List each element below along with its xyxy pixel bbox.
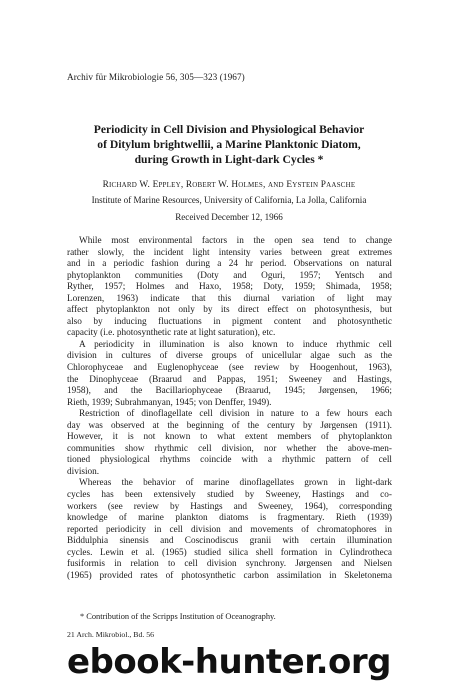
body-line: 1958), and the Bacillariophyceae (Braarud, 1945; Jørgensen, 1966; — [67, 386, 392, 397]
journal-reference: Archiv für Mikrobiologie 56, 305—323 (1967) — [67, 72, 245, 82]
body-line: cycles. Lewin et al. (1965) studied silica shell formation in Cylindrotheca — [67, 547, 392, 558]
body-line: workers (see review by Hastings and Sweeney, 1964), corresponding — [67, 501, 392, 512]
body-line: and in a periodic fashion during a 24 hr period. Observations on natural — [67, 259, 392, 270]
body-line: communities show rhythmic cell division, nor whether the above-men- — [67, 443, 392, 454]
body-line: division in cultures of diverse groups of unicellular algae such as the — [67, 351, 392, 362]
body-line: However, it is not known to what extent members of phytoplankton — [67, 432, 392, 443]
body-line: division. — [67, 466, 100, 477]
title-line: during Growth in Light-dark Cycles * — [134, 153, 324, 166]
body-line: knowledge of marine plankton diatoms is fragmentary. Rieth (1939) — [67, 513, 392, 524]
body-line: affect phytoplankton not only by its direct effect on photosynthesis, but — [67, 305, 392, 316]
body-line: day was observed at the beginning of the century by Jørgensen (1911). — [67, 420, 392, 431]
footnote: * Contribution of the Scripps Institution of Oceanography. — [80, 612, 276, 621]
body-line: Lorenzen, 1963) indicate that this diurnal variation of light may — [67, 293, 392, 304]
watermark-text: ebook-hunter.org — [66, 642, 392, 682]
body-line: cycles has been extensively studied by Sweeney, Hastings and co- — [67, 490, 392, 501]
body-line: Biddulphia sinensis and Coscinodiscus granii with certain illumination — [67, 536, 392, 547]
body-line: (1965) provided rates of photosynthetic carbon assimilation in Skeletonema — [67, 570, 392, 581]
author-list: Richard W. Eppley, Robert W. Holmes, and Eystein Paasche — [102, 180, 356, 190]
body-line: Rieth, 1939; Subrahmanyan, 1945; von Denffer, 1949). — [67, 397, 272, 408]
received-date: Received December 12, 1966 — [175, 212, 283, 222]
body-line: tioned physiological rhythms coincide with a rhythmic pattern of cell — [67, 455, 392, 466]
body-line: reported periodicity in cell division and movements of chromatophores in — [67, 524, 392, 535]
body-line: Chlorophyceae and Euglenophyceae (see review by Hoogenhout, 1963), — [67, 363, 392, 374]
body-line: While most environmental factors in the open sea tend to change — [79, 236, 392, 246]
title-line: Periodicity in Cell Division and Physiological Behavior — [93, 123, 365, 136]
body-line: phytoplankton communities (Doty and Oguri, 1957; Yentsch and — [67, 270, 392, 281]
body-line: Restriction of dinoflagellate cell division in nature to a few hours each — [79, 409, 392, 420]
body-line: the Dinophyceae (Braarud and Pappas, 1951; Sweeney and Hastings, — [67, 374, 392, 385]
body-line: rather slowly, the incident light intensity varies between great extremes — [67, 247, 392, 258]
body-line: Whereas the behavior of marine dinoflagellates grown in light-dark — [79, 478, 392, 489]
body-line: capacity (i.e. photosynthetic rate at light saturation), etc. — [67, 328, 276, 339]
body-line: Ryther, 1957; Holmes and Haxo, 1958; Doty, 1959; Shimada, 1958; — [67, 282, 392, 293]
page-footer: 21 Arch. Mikrobiol., Bd. 56 — [67, 630, 155, 639]
title-line: of Ditylum brightwellii, a Marine Planktonic Diatom, — [97, 138, 361, 151]
article-title — [40, 122, 418, 167]
article-body — [67, 236, 392, 582]
body-line: also by inducing fluctuations in pigment content and photosynthetic — [67, 316, 392, 327]
body-line: A periodicity in illumination is also known to induce rhythmic cell — [79, 339, 392, 350]
author-affiliation: Institute of Marine Resources, University of California, La Jolla, California — [91, 195, 367, 205]
body-line: fusiformis in relation to cell division synchrony. Jørgensen and Nielsen — [67, 559, 392, 570]
